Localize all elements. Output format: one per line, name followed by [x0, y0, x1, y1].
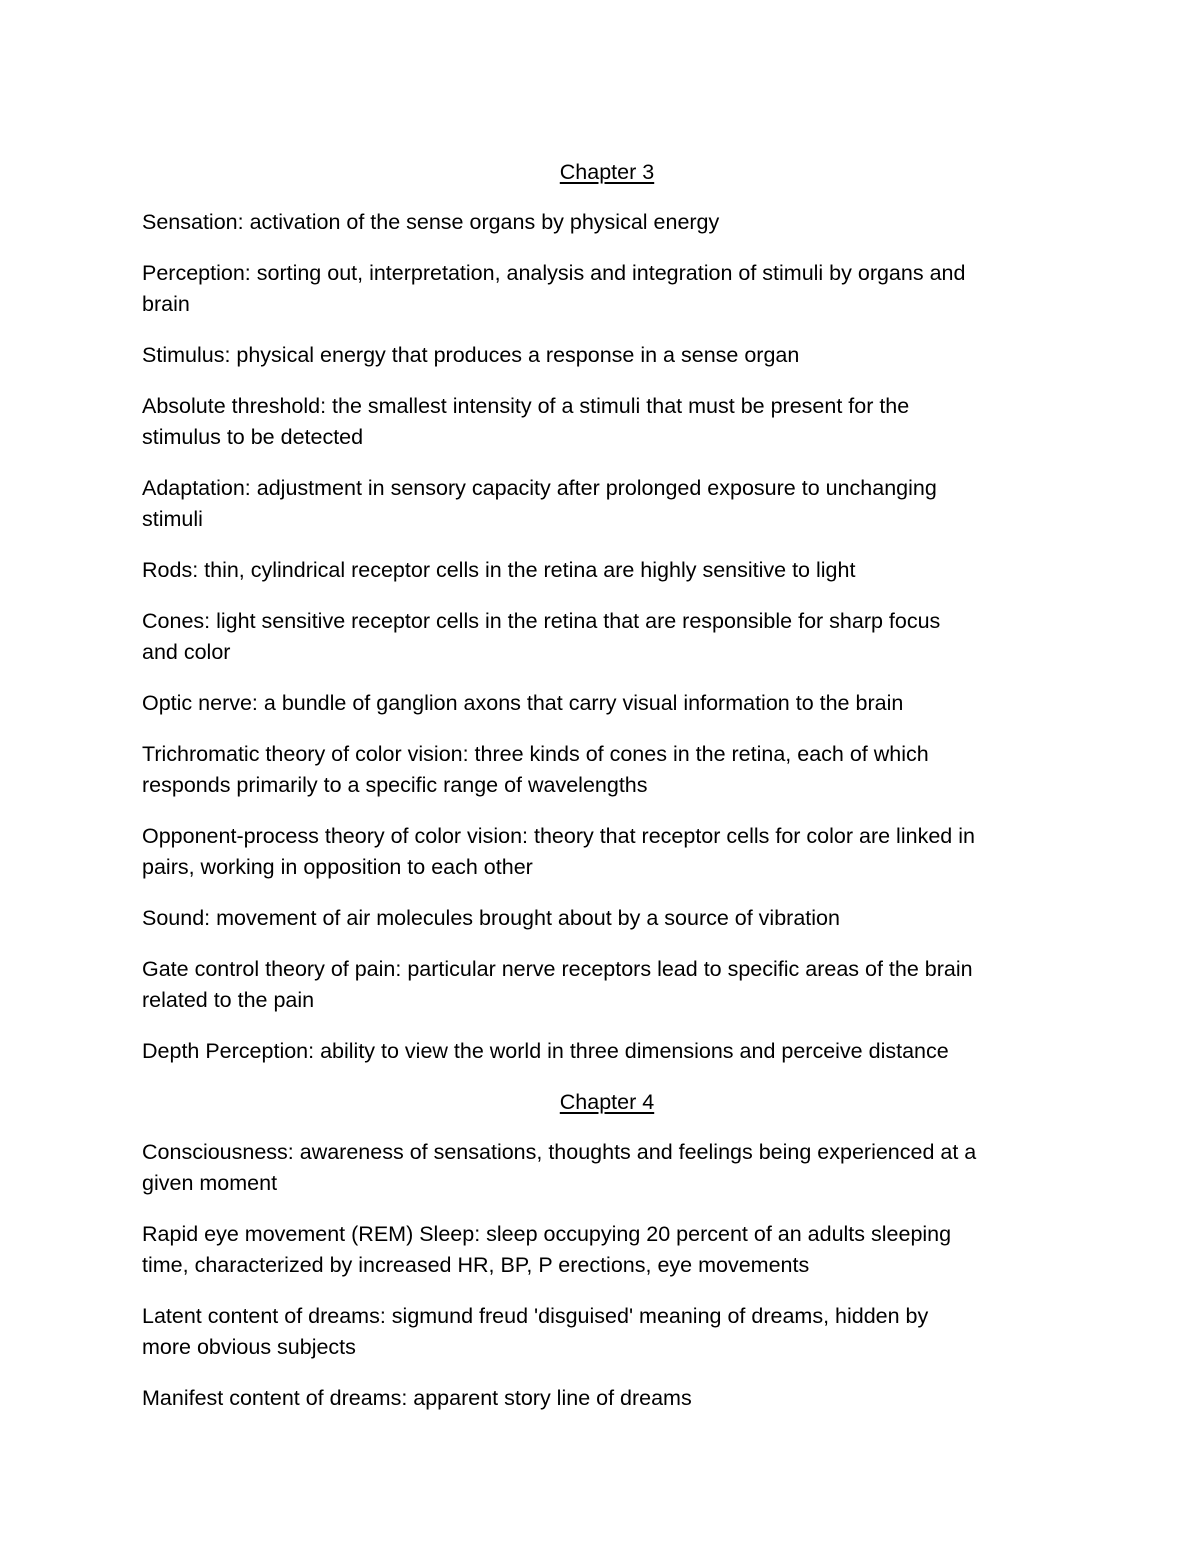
definition-line: Perception: sorting out, interpretation, analysis and integration of stimuli by organs and	[142, 261, 966, 285]
definition-line: Rapid eye movement (REM) Sleep: sleep occupying 20 percent of an adults sleeping	[142, 1222, 952, 1246]
definition-absolute-threshold	[142, 391, 1072, 453]
definition-line: and color	[142, 640, 231, 664]
definition-line: Manifest content of dreams: apparent story line of dreams	[142, 1386, 692, 1410]
definition-line: Rods: thin, cylindrical receptor cells in the retina are highly sensitive to light	[142, 558, 856, 582]
definition-line: Consciousness: awareness of sensations, thoughts and feelings being experienced at a	[142, 1140, 977, 1164]
definition-cones	[142, 606, 1072, 668]
definition-line: time, characterized by increased HR, BP, P erections, eye movements	[142, 1253, 810, 1277]
definition-sensation	[142, 207, 1072, 238]
definition-rods	[142, 555, 1072, 586]
chapter-heading: Chapter 3	[559, 160, 655, 184]
definition-perception	[142, 258, 1072, 320]
definition-line: Stimulus: physical energy that produces a response in a sense organ	[142, 343, 800, 367]
definition-line: Trichromatic theory of color vision: three kinds of cones in the retina, each of which	[142, 742, 929, 766]
definition-opponent-process-theory	[142, 821, 1072, 883]
definition-line: responds primarily to a specific range of wavelengths	[142, 773, 648, 797]
definition-line: Sensation: activation of the sense organs by physical energy	[142, 210, 720, 234]
definition-line: Cones: light sensitive receptor cells in the retina that are responsible for sharp focus	[142, 609, 941, 633]
definition-line: Depth Perception: ability to view the world in three dimensions and perceive distance	[142, 1039, 949, 1063]
chapter-heading: Chapter 4	[559, 1090, 655, 1114]
definition-trichromatic-theory	[142, 739, 1072, 801]
definition-depth-perception	[142, 1036, 1072, 1067]
definition-line: Optic nerve: a bundle of ganglion axons that carry visual information to the brain	[142, 691, 904, 715]
definition-line: Gate control theory of pain: particular nerve receptors lead to specific areas of the brain	[142, 957, 973, 981]
definition-line: given moment	[142, 1171, 278, 1195]
definition-line: brain	[142, 292, 190, 316]
definition-rem-sleep	[142, 1219, 1072, 1281]
definition-consciousness	[142, 1137, 1072, 1199]
definition-line: Absolute threshold: the smallest intensity of a stimuli that must be present for the	[142, 394, 910, 418]
definition-line: stimulus to be detected	[142, 425, 364, 449]
definition-stimulus	[142, 340, 1072, 371]
definition-line: pairs, working in opposition to each other	[142, 855, 533, 879]
definition-line: related to the pain	[142, 988, 315, 1012]
definition-sound	[142, 903, 1072, 934]
definition-line: Opponent-process theory of color vision: theory that receptor cells for color are linked in	[142, 824, 975, 848]
definition-line: Adaptation: adjustment in sensory capacity after prolonged exposure to unchanging	[142, 476, 937, 500]
definition-manifest-content	[142, 1383, 1072, 1414]
definition-gate-control-theory	[142, 954, 1072, 1016]
definition-adaptation	[142, 473, 1072, 535]
definition-line: Latent content of dreams: sigmund freud 'disguised' meaning of dreams, hidden by	[142, 1304, 929, 1328]
definition-optic-nerve	[142, 688, 1072, 719]
document-content	[142, 157, 1072, 1434]
definition-line: stimuli	[142, 507, 203, 531]
definition-line: Sound: movement of air molecules brought about by a source of vibration	[142, 906, 840, 930]
definition-latent-content	[142, 1301, 1072, 1363]
definition-line: more obvious subjects	[142, 1335, 356, 1359]
